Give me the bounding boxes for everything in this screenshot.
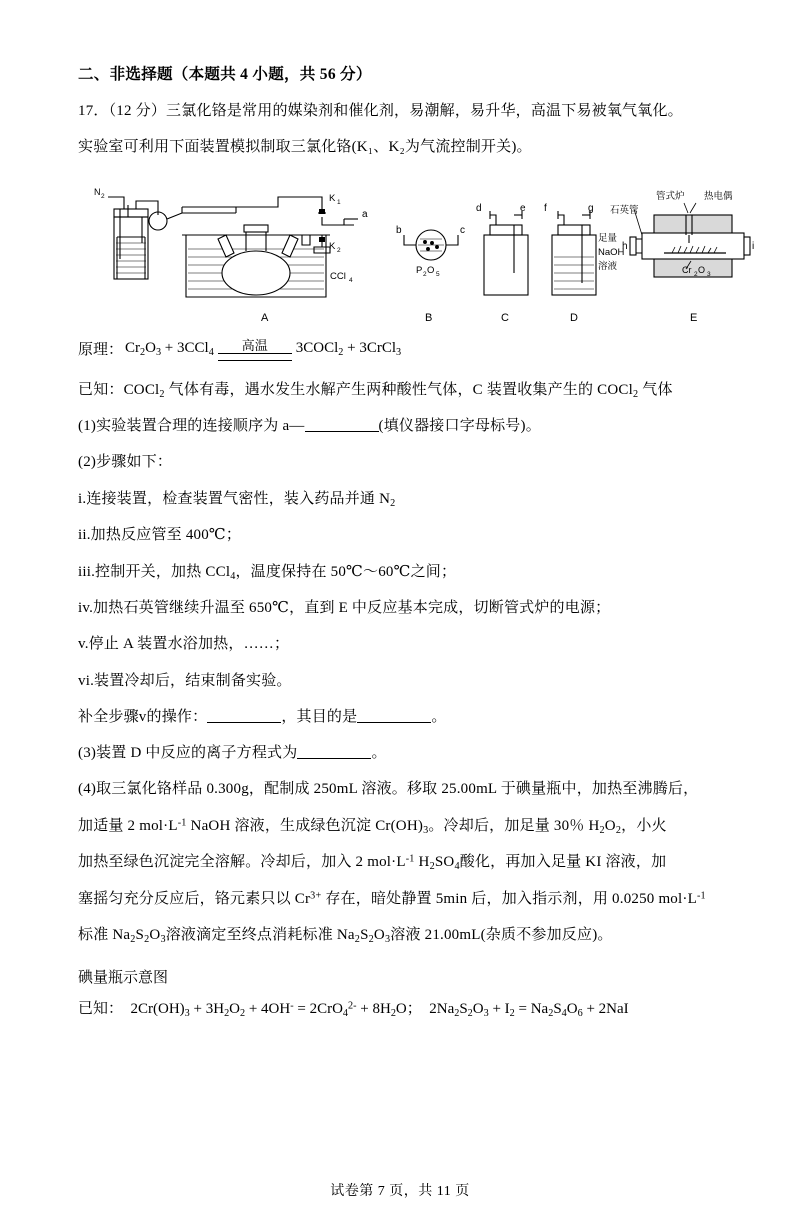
label-quartz: 石英管 <box>610 204 639 216</box>
label-device-d: D <box>570 311 578 324</box>
label-a: a <box>362 208 368 220</box>
known-2-label: 已知： <box>78 1000 124 1017</box>
label-cr2o3: Cr <box>682 264 692 275</box>
label-f-port: f <box>544 202 547 214</box>
answer-blank[interactable] <box>305 416 379 432</box>
reaction-arrow <box>218 339 292 361</box>
answer-blank[interactable] <box>357 707 431 723</box>
q2-fill-label: 补全步骤v的操作： <box>78 708 208 725</box>
reaction-principle <box>78 339 730 361</box>
known-condition: 已知：COCl$_2$ 气体有毒，遇水发生水解产生两种酸性气体，C 装置收集产生的 COCl$_2$ 气体 <box>78 381 673 400</box>
svg-text:4: 4 <box>349 276 353 284</box>
q2-fill-end: 。 <box>431 708 447 725</box>
question-4-line-5: 标准 $Na_2S_2O_3$溶液滴定至终点消耗标准 $Na_2S_2O_3$溶液 21.00mL(杂质不参加反应)。 <box>78 927 613 946</box>
label-e-port: e <box>520 202 526 214</box>
label-g-port: g <box>588 202 594 214</box>
question-4-line-4: 塞摇匀充分反应后，铬元素只以 $Cr^{3+}$ 存在，暗处静置 5min 后，加入指示剂，用 0.0250 $mol\cdot L^{-1}$ <box>78 890 706 908</box>
apparatus-diagram <box>86 173 755 333</box>
answer-blank[interactable] <box>207 707 281 723</box>
svg-text:2: 2 <box>337 246 341 254</box>
question-2: (2)步骤如下： <box>78 454 173 471</box>
label-i-port: i <box>752 240 755 252</box>
svg-text:1: 1 <box>337 198 341 206</box>
step-v: v.停止 A 装置水浴加热，……； <box>78 636 290 653</box>
label-device-a: A <box>261 311 269 324</box>
svg-text:2: 2 <box>694 270 698 278</box>
label-n2: N <box>94 186 101 197</box>
svg-text:O: O <box>427 264 435 276</box>
question-4-line-3: 加热至绿色沉淀完全溶解。冷却后，加入 2 $mol\cdot L^{-1}$ $H_2SO_4$酸化，再加入足量 KI 溶液，加 <box>78 853 667 873</box>
label-k1: K <box>329 192 336 204</box>
question-4-line-1: (4)取三氯化铬样品 0.300g，配制成 250mL 溶液。移取 25.00mL 于碘量瓶中，加热至沸腾后， <box>78 781 699 798</box>
iodine-flask-caption: 碘量瓶示意图 <box>78 969 169 986</box>
label-k2: K <box>329 240 336 252</box>
svg-text:3: 3 <box>707 270 711 278</box>
step-i: i.连接装置，检查装置气密性，装入药品并通 $N_2$ <box>78 490 396 509</box>
label-c-port: c <box>460 224 465 236</box>
svg-text:2: 2 <box>101 192 105 200</box>
label-naoh-3: 溶液 <box>598 260 618 272</box>
question-1-tail: (填仪器接口字母标号)。 <box>378 418 541 435</box>
q2-fill-mid: ，其目的是 <box>281 708 358 725</box>
label-h-port: h <box>622 240 628 252</box>
page-footer: 试卷第 7 页，共 11 页 <box>330 1184 470 1199</box>
label-b-port: b <box>396 224 402 236</box>
question-3-tail: 。 <box>371 745 387 762</box>
label-d-port: d <box>476 202 482 214</box>
principle-reactants: $Cr_2O_3 + 3CCl_4$ <box>125 340 214 359</box>
known-equations: 已知： $2Cr(OH)_3 + 3H_2O_2 + 4OH^- = 2CrO_4^{2-} + 8H_2O$； $2Na_2S_2O_3 + I_2 = Na_2S_4O_6 + 2NaI$ <box>78 1000 629 1019</box>
label-tube-furnace: 管式炉 <box>656 190 685 202</box>
principle-products: 3COCl$_2$ + 3CrCl$_3$ <box>295 340 402 359</box>
label-device-b: B <box>425 311 433 324</box>
principle-label: 原理： <box>78 341 124 358</box>
label-device-e: E <box>690 311 698 324</box>
label-naoh-2: NaOH <box>598 246 625 258</box>
question-2-fill <box>78 706 730 729</box>
step-vi: vi.装置冷却后，结束制备实验。 <box>78 672 292 689</box>
step-iv: iv.加热石英管继续升温至 650℃，直到 E 中反应基本完成，切断管式炉的电源； <box>78 600 611 617</box>
question-3 <box>78 742 730 765</box>
svg-text:O: O <box>698 264 706 275</box>
question-1 <box>78 415 730 438</box>
label-p2o5: P <box>416 264 423 276</box>
label-naoh-1: 足量 <box>598 232 618 244</box>
label-device-c: C <box>501 311 509 324</box>
label-ccl4: CCl <box>330 270 346 282</box>
question-3-text: (3)装置 D 中反应的离子方程式为 <box>78 745 298 762</box>
svg-text:5: 5 <box>436 270 440 278</box>
question-4-line-2: 加适量 2 $mol\cdot L^{-1}$ NaOH 溶液，生成绿色沉淀 $Cr(OH)_3$。冷却后，加足量 30％ $H_2O_2$，小火 <box>78 817 667 836</box>
svg-text:2: 2 <box>423 270 427 278</box>
reaction-condition: 高温 <box>241 337 268 353</box>
label-thermocouple: 热电偶 <box>704 190 733 202</box>
question-1-text: (1)实验装置合理的连接顺序为 a— <box>78 418 305 435</box>
question-17-stem: 17．（12 分）三氯化铬是常用的媒染剂和催化剂，易潮解，易升华，高温下易被氧气氧化。 <box>78 103 683 119</box>
step-ii: ii.加热反应管至 400℃； <box>78 527 242 544</box>
question-17-stem-2: 实验室可利用下面装置模拟制取三氯化铬(K₁、K₂为气流控制开关)。 <box>78 139 532 156</box>
step-iii: iii.控制开关，加热 CCl$_4$，温度保持在 50℃～60℃之间； <box>78 563 457 582</box>
answer-blank[interactable] <box>297 743 371 759</box>
section-heading: 二、非选择题（本题共 4 小题，共 56 分） <box>78 66 372 83</box>
